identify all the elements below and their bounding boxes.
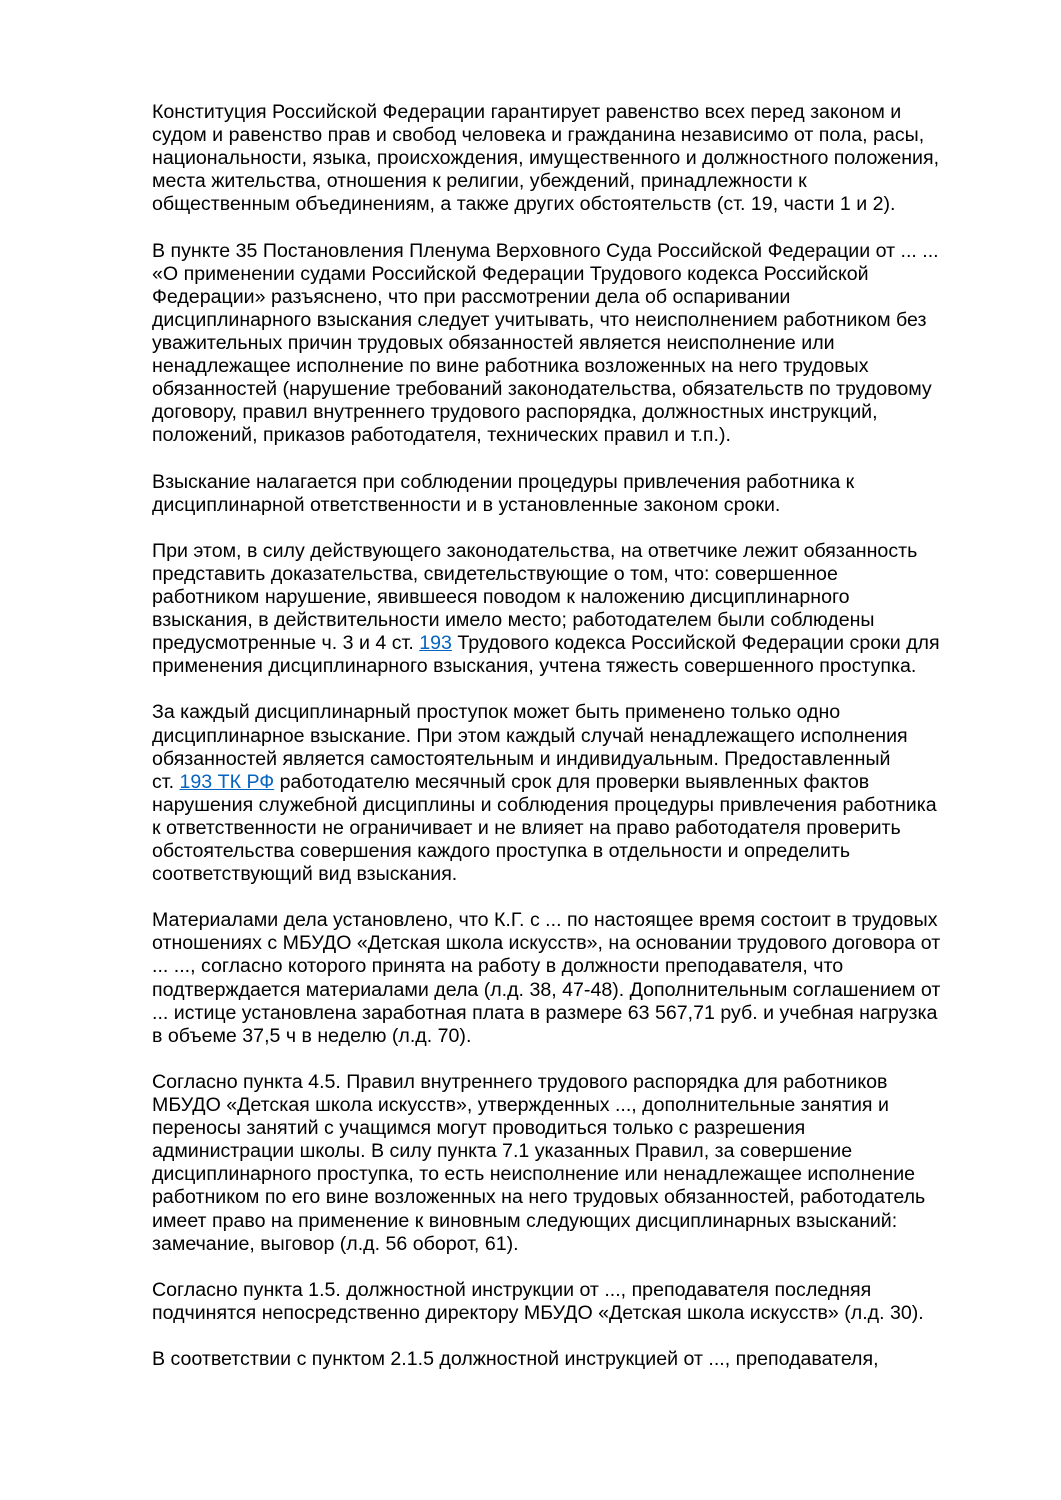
text-segment: места жительства, отношения к религии, убеждений, принадлежности к [152,170,807,193]
text-segment: Согласно пункта 1.5. должностной инструкции от ..., преподавателя последняя [152,1278,872,1301]
text-line [152,101,1002,124]
paragraph-gap [152,1048,1002,1071]
paragraph-gap [152,1256,1002,1279]
paragraph [152,1071,1002,1256]
text-line [152,632,1002,655]
text-segment: Конституция Российской Федерации гарантирует равенство всех перед законом и [152,101,902,123]
text-segment: национальности, языка, происхождения, имущественного и должностного положения, [152,147,940,170]
text-segment: За каждый дисциплинарный проступок может быть применено только одно [152,701,841,724]
text-segment: замечание, выговор (л.д. 56 оборот, 61). [152,1232,519,1255]
text-line [152,193,1002,216]
text-line [152,1348,1002,1371]
text-line [152,332,1002,355]
text-segment: Согласно пункта 4.5. Правил внутреннего трудового распорядка для работников [152,1070,888,1093]
text-line [152,748,1002,771]
text-line [152,909,1002,932]
text-segment: дисциплинарного взыскания следует учитывать, что неисполнением работником без [152,308,927,331]
text-line [152,1140,1002,1163]
text-line [152,1302,1002,1325]
text-segment: работодателю месячный срок для проверки выявленных фактов [274,770,870,793]
text-line [152,263,1002,286]
text-line [152,540,1002,563]
paragraph [152,471,1002,517]
text-segment: МБУДО «Детская школа искусств», утвержденных ..., дополнительные занятия и [152,1094,889,1117]
paragraph [152,701,1002,886]
text-line [152,378,1002,401]
paragraph-gap [152,517,1002,540]
text-segment: уважительных причин трудовых обязанностей является неисполнение или [152,331,835,354]
text-segment: ст. [152,770,180,793]
text-segment: подчинятся непосредственно директору МБУДО «Детская школа искусств» (л.д. 30). [152,1301,924,1324]
paragraph [152,540,1002,679]
text-segment: Федерации» разъяснено, что при рассмотрении дела об оспаривании [152,285,791,308]
text-segment: судом и равенство прав и свобод человека и гражданина независимо от пола, расы, [152,124,925,147]
text-segment: в объеме 37,5 ч в неделю (л.д. 70). [152,1024,472,1047]
text-line [152,1025,1002,1048]
text-line [152,1279,1002,1302]
text-line [152,1210,1002,1233]
text-segment: применения дисциплинарного взыскания, учтена тяжесть совершенного проступка. [152,655,917,678]
text-line [152,840,1002,863]
text-line [152,609,1002,632]
text-segment: договору, правил внутреннего трудового распорядка, должностных инструкций, [152,401,878,424]
text-segment: дисциплинарного проступка, то есть неисполнение или ненадлежащее исполнение [152,1163,916,1186]
text-line [152,932,1002,955]
text-segment: имеет право на применение к виновным следующих дисциплинарных взысканий: [152,1209,898,1232]
paragraph [152,909,1002,1048]
text-line [152,170,1002,193]
text-segment: дисциплинарной ответственности и в установленные законом сроки. [152,493,781,516]
text-line [152,401,1002,424]
text-line [152,863,1002,886]
text-line [152,355,1002,378]
text-line [152,655,1002,678]
paragraph [152,1279,1002,1325]
text-line [152,309,1002,332]
text-segment: работником нарушение, явившееся поводом к наложению дисциплинарного [152,585,850,608]
text-segment: положений, приказов работодателя, технических правил и т.п.). [152,424,731,447]
text-line [152,771,1002,794]
text-line [152,979,1002,1002]
paragraph-gap [152,1325,1002,1348]
article-link[interactable]: 193 ТК РФ [179,770,275,793]
paragraph-gap [152,678,1002,701]
text-line [152,817,1002,840]
text-segment: взыскания, в действительности имело место; работодателем были соблюдены [152,609,875,632]
text-segment: представить доказательства, свидетельствующие о том, что: совершенное [152,562,838,585]
paragraph-gap [152,216,1002,239]
text-segment: обязанностей (нарушение требований законодательства, обязательств по трудовому [152,378,932,401]
text-line [152,240,1002,263]
text-segment: ненадлежащее исполнение по вине работника возложенных на него трудовых [152,355,869,378]
text-line [152,563,1002,586]
text-segment: администрации школы. В силу пункта 7.1 указанных Правил, за совершение [152,1140,853,1163]
text-segment: При этом, в силу действующего законодательства, на ответчике лежит обязанность [152,539,918,562]
text-line [152,701,1002,724]
text-segment: ... истице установлена заработная плата в размере 63 567,71 руб. и учебная нагрузка [152,1001,938,1024]
text-segment: Взыскание налагается при соблюдении процедуры привлечения работника к [152,470,855,493]
paragraph [152,1348,1002,1371]
text-line [152,494,1002,517]
text-segment: дисциплинарное взыскание. При этом каждый случай ненадлежащего исполнения [152,724,908,747]
text-line [152,794,1002,817]
text-segment: нарушения служебной дисциплины и соблюдения процедуры привлечения работника [152,793,937,816]
text-segment: переносы занятий с учащимся могут проводиться только с разрешения [152,1117,806,1140]
text-segment: ... ..., согласно которого принята на работу в должности преподавателя, что [152,955,844,978]
text-line [152,1117,1002,1140]
text-line [152,124,1002,147]
text-segment: общественным объединениям, а также других обстоятельств (ст. 19, части 1 и 2). [152,193,896,216]
text-line [152,1233,1002,1256]
text-segment: подтверждается материалами дела (л.д. 38, 47-48). Дополнительным соглашением от [152,978,941,1001]
text-segment: обязанностей является самостоятельным и индивидуальным. Предоставленный [152,747,891,770]
text-segment: к ответственности не ограничивает и не влияет на право работодателя проверить [152,816,901,839]
text-line [152,424,1002,447]
text-segment: обстоятельства совершения каждого проступка в отдельности и определить [152,840,851,862]
text-line [152,1094,1002,1117]
text-line [152,1071,1002,1094]
text-line [152,725,1002,748]
text-segment: В пункте 35 Постановления Пленума Верховного Суда Российской Федерации от ... ... [152,239,939,262]
text-line [152,1186,1002,1209]
document-page [152,101,1002,1371]
text-segment: предусмотренные ч. 3 и 4 ст. [152,632,420,655]
paragraph-gap [152,447,1002,470]
text-line [152,586,1002,609]
text-line [152,1163,1002,1186]
text-line [152,471,1002,494]
text-line [152,1002,1002,1025]
text-line [152,147,1002,170]
text-segment: Трудового кодекса Российской Федерации сроки для [451,632,940,655]
text-line [152,286,1002,309]
paragraph [152,101,1002,216]
paragraph [152,240,1002,448]
text-segment: соответствующий вид взыскания. [152,863,458,886]
text-line [152,955,1002,978]
text-segment: Материалами дела установлено, что К.Г. с ... по настоящее время состоит в трудовых [152,909,938,932]
text-segment: отношениях с МБУДО «Детская школа искусств», на основании трудового договора от [152,932,941,955]
article-link[interactable]: 193 [419,632,452,655]
paragraph-gap [152,886,1002,909]
text-segment: работником по его вине возложенных на него трудовых обязанностей, работодатель [152,1186,926,1209]
text-segment: В соответствии с пунктом 2.1.5 должностной инструкцией от ..., преподавателя, [152,1348,879,1371]
text-segment: «О применении судами Российской Федерации Трудового кодекса Российской [152,262,869,285]
